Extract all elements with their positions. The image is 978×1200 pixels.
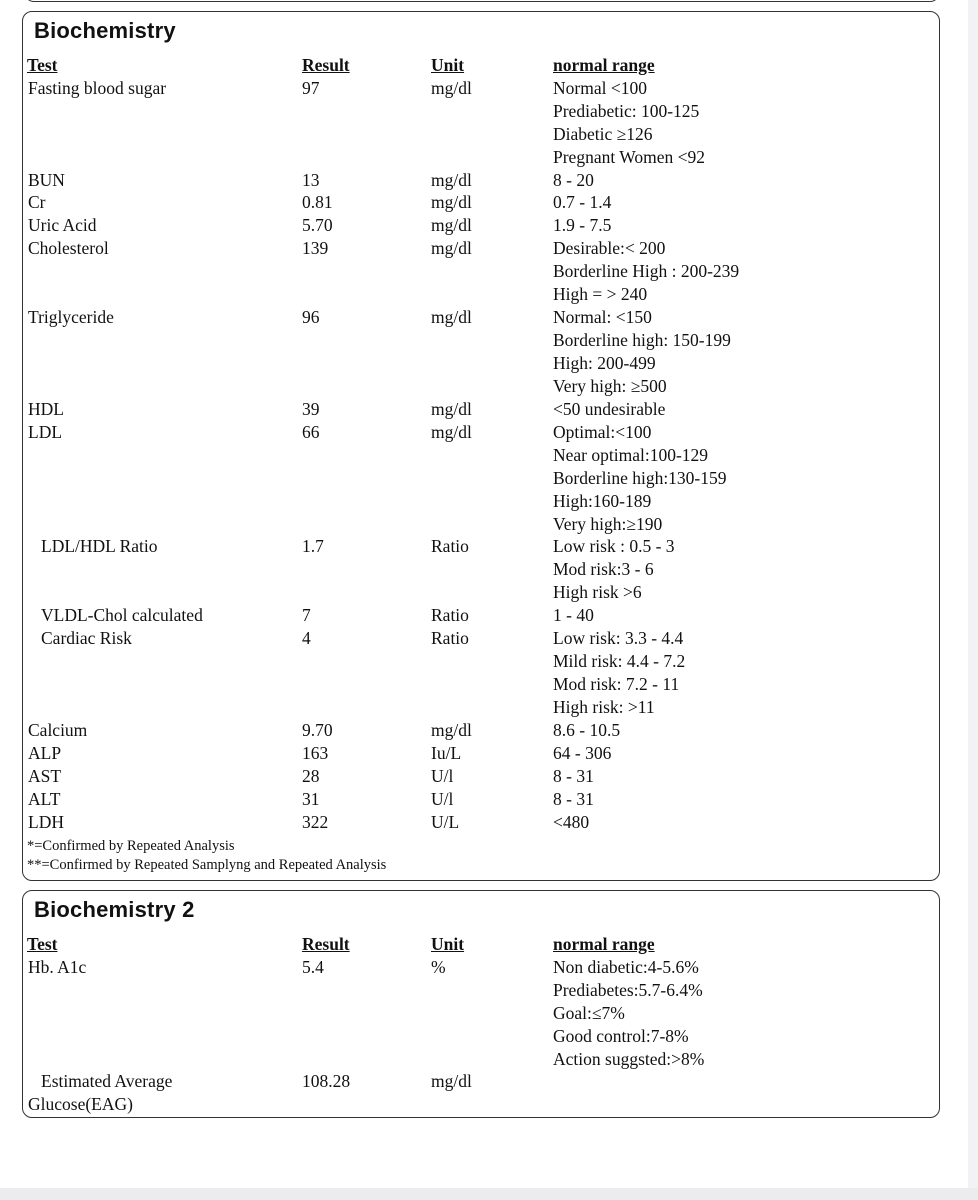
normal-range: 8 - 31 [553, 789, 594, 809]
normal-range: 8 - 20 [553, 170, 594, 190]
unit-value: mg/dl [431, 307, 472, 327]
header-test: Test [27, 934, 58, 954]
result-value: 163 [302, 743, 329, 763]
unit-value: Ratio [431, 628, 469, 648]
test-name: ALT [28, 789, 61, 809]
range-line: Action suggsted:>8% [553, 1048, 705, 1069]
range-line: Borderline High : 200-239 [553, 260, 740, 281]
unit-value: mg/dl [431, 170, 472, 190]
range-line: High risk >6 [553, 581, 642, 602]
range-line: Very high: ≥500 [553, 375, 667, 396]
range-line: Borderline high:130-159 [553, 467, 727, 488]
range-line: Normal: <150 [553, 307, 652, 327]
header-unit: Unit [431, 934, 465, 954]
page-edge [968, 0, 978, 1200]
result-value: 13 [302, 170, 320, 190]
test-name: BUN [28, 170, 65, 190]
result-value: 1.7 [302, 536, 324, 556]
result-value: 66 [302, 422, 320, 442]
unit-value: Iu/L [431, 743, 462, 763]
unit-value: mg/dl [431, 192, 472, 212]
test-name: LDL [28, 422, 63, 442]
range-line: High:160-189 [553, 490, 652, 511]
result-value: 31 [302, 789, 320, 809]
normal-range [553, 627, 685, 719]
test-name: Cholesterol [28, 238, 109, 258]
header-result: Result [302, 934, 350, 954]
range-line: Goal:≤7% [553, 1002, 625, 1023]
unit-value: mg/dl [431, 78, 472, 98]
normal-range: 1 - 40 [553, 605, 594, 625]
biochemistry-panel [22, 11, 940, 881]
result-value: 9.70 [302, 720, 333, 740]
panel-title: Biochemistry 2 [34, 897, 195, 922]
normal-range: <50 undesirable [553, 399, 666, 419]
test-name: Triglyceride [28, 307, 114, 327]
test-name: Calcium [28, 720, 88, 740]
normal-range [553, 535, 675, 604]
header-normal-range: normal range [553, 934, 655, 954]
range-line: Desirable:< 200 [553, 238, 666, 258]
footnote: **=Confirmed by Repeated Samplyng and Repeated Analysis [27, 857, 387, 873]
footnote: *=Confirmed by Repeated Analysis [27, 838, 235, 854]
test-name: Cr [28, 192, 46, 212]
header-normal-range: normal range [553, 55, 655, 75]
result-value: 5.4 [302, 957, 324, 977]
unit-value: mg/dl [431, 215, 472, 235]
unit-value: mg/dl [431, 1071, 472, 1091]
result-value: 39 [302, 399, 320, 419]
range-line: Mod risk: 7.2 - 11 [553, 673, 680, 694]
test-name: ALP [28, 743, 62, 763]
normal-range: <480 [553, 812, 590, 832]
unit-value: mg/dl [431, 399, 472, 419]
range-line: Low risk: 3.3 - 4.4 [553, 628, 684, 648]
unit-value: Ratio [431, 605, 469, 625]
test-name-line: Estimated Average [41, 1071, 173, 1091]
page-bottom-strip [0, 1188, 978, 1200]
unit-value: mg/dl [431, 422, 472, 442]
result-value: 4 [302, 628, 311, 648]
test-name: VLDL-Chol calculated [41, 605, 203, 625]
range-line: Mild risk: 4.4 - 7.2 [553, 650, 686, 671]
range-line: Optimal:<100 [553, 422, 652, 442]
test-name: Cardiac Risk [41, 628, 132, 648]
normal-range: 64 - 306 [553, 743, 612, 763]
unit-value: U/l [431, 789, 454, 809]
unit-value: U/l [431, 766, 454, 786]
range-line: Good control:7-8% [553, 1025, 689, 1046]
result-value: 0.81 [302, 192, 333, 212]
normal-range [553, 77, 705, 169]
normal-range: 8 - 31 [553, 766, 594, 786]
result-value: 139 [302, 238, 329, 258]
test-name: Fasting blood sugar [28, 78, 167, 98]
test-name-line: Glucose(EAG) [28, 1094, 133, 1114]
range-line: High risk: >11 [553, 696, 655, 717]
range-line: Pregnant Women <92 [553, 146, 706, 167]
normal-range [553, 956, 704, 1071]
result-value: 28 [302, 766, 320, 786]
normal-range [553, 237, 739, 306]
test-name: HDL [28, 399, 64, 419]
previous-panel-bottom-edge [24, 0, 940, 2]
panel-title: Biochemistry [34, 18, 176, 43]
normal-range: 0.7 - 1.4 [553, 192, 612, 212]
range-line: Borderline high: 150-199 [553, 329, 731, 350]
test-name: AST [28, 766, 62, 786]
result-value: 96 [302, 307, 320, 327]
unit-value: % [431, 957, 446, 977]
header-unit: Unit [431, 55, 465, 75]
test-name: Uric Acid [28, 215, 97, 235]
range-line: Normal <100 [553, 78, 647, 98]
range-line: Non diabetic:4-5.6% [553, 957, 699, 977]
range-line: Prediabetic: 100-125 [553, 100, 700, 121]
header-test: Test [27, 55, 58, 75]
unit-value: mg/dl [431, 238, 472, 258]
range-line: Near optimal:100-129 [553, 444, 709, 465]
range-line: High: 200-499 [553, 352, 656, 373]
range-line: Diabetic ≥126 [553, 123, 653, 144]
result-value: 108.28 [302, 1071, 351, 1091]
result-value: 322 [302, 812, 329, 832]
result-value: 7 [302, 605, 311, 625]
test-name: LDH [28, 812, 64, 832]
normal-range [553, 421, 727, 536]
header-result: Result [302, 55, 350, 75]
normal-range: 1.9 - 7.5 [553, 215, 612, 235]
result-value: 97 [302, 78, 320, 98]
normal-range: 8.6 - 10.5 [553, 720, 621, 740]
test-name: Hb. A1c [28, 957, 87, 977]
unit-value: U/L [431, 812, 460, 832]
normal-range [553, 306, 731, 398]
range-line: Low risk : 0.5 - 3 [553, 536, 675, 556]
result-value: 5.70 [302, 215, 333, 235]
range-line: High = > 240 [553, 283, 648, 304]
unit-value: mg/dl [431, 720, 472, 740]
test-name-continued [28, 1093, 133, 1116]
range-line: Very high:≥190 [553, 513, 663, 534]
range-line: Mod risk:3 - 6 [553, 558, 654, 579]
test-name: LDL/HDL Ratio [41, 536, 158, 556]
range-line: Prediabetes:5.7-6.4% [553, 979, 703, 1000]
test-name [41, 1070, 172, 1093]
unit-value: Ratio [431, 536, 469, 556]
